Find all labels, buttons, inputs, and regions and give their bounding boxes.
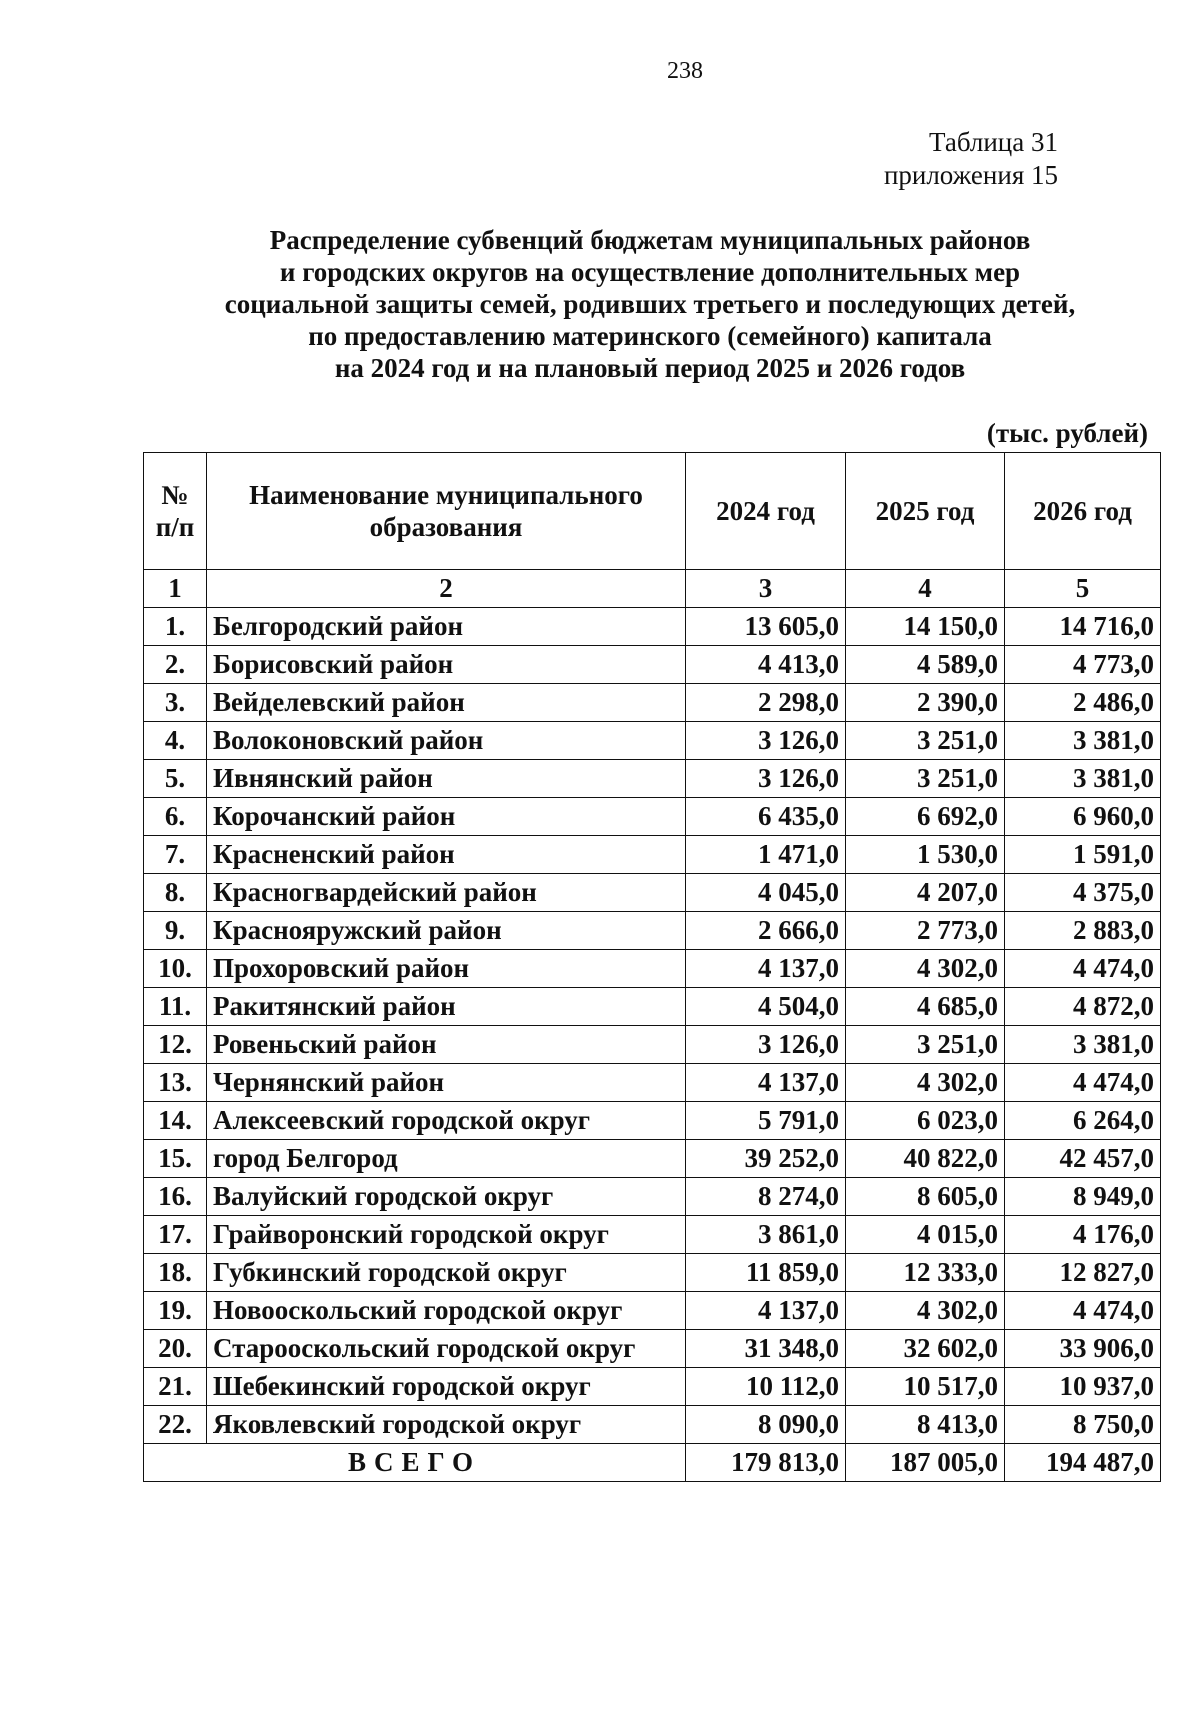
value-2024: 13 605,0 [686, 608, 846, 646]
value-2024: 39 252,0 [686, 1140, 846, 1178]
row-number: 22. [144, 1406, 207, 1444]
col-number: 4 [846, 570, 1005, 608]
value-2026: 4 872,0 [1005, 988, 1161, 1026]
value-2024: 4 137,0 [686, 1292, 846, 1330]
municipality-name: Ровеньский район [207, 1026, 686, 1064]
value-2026: 8 750,0 [1005, 1406, 1161, 1444]
table-row [144, 646, 1161, 684]
row-number: 1. [144, 608, 207, 646]
value-2024: 2 298,0 [686, 684, 846, 722]
total-row [144, 1444, 1161, 1482]
row-number: 15. [144, 1140, 207, 1178]
row-number: 11. [144, 988, 207, 1026]
value-2024: 1 471,0 [686, 836, 846, 874]
total-2026: 194 487,0 [1005, 1444, 1161, 1482]
value-2024: 4 504,0 [686, 988, 846, 1026]
value-2026: 4 474,0 [1005, 1064, 1161, 1102]
value-2024: 3 126,0 [686, 722, 846, 760]
value-2026: 42 457,0 [1005, 1140, 1161, 1178]
row-number: 6. [144, 798, 207, 836]
value-2025: 4 589,0 [846, 646, 1005, 684]
value-2024: 5 791,0 [686, 1102, 846, 1140]
value-2024: 10 112,0 [686, 1368, 846, 1406]
value-2025: 3 251,0 [846, 760, 1005, 798]
title-line3: социальной защиты семей, родивших третьего и последующих детей, [224, 289, 1076, 319]
value-2025: 8 605,0 [846, 1178, 1005, 1216]
table-row [144, 1368, 1161, 1406]
table-row [144, 1064, 1161, 1102]
value-2026: 1 591,0 [1005, 836, 1161, 874]
row-number: 10. [144, 950, 207, 988]
table-row [144, 950, 1161, 988]
table-row [144, 1178, 1161, 1216]
value-2024: 3 126,0 [686, 1026, 846, 1064]
value-2025: 4 302,0 [846, 950, 1005, 988]
value-2025: 2 390,0 [846, 684, 1005, 722]
row-number: 9. [144, 912, 207, 950]
title-line1: Распределение субвенций бюджетам муниципальных районов [269, 225, 1031, 255]
value-2026: 3 381,0 [1005, 1026, 1161, 1064]
title-line2: и городских округов на осуществление дополнительных мер [279, 257, 1021, 287]
row-number: 8. [144, 874, 207, 912]
value-2025: 3 251,0 [846, 722, 1005, 760]
municipality-name: Ракитянский район [207, 988, 686, 1026]
row-number: 13. [144, 1064, 207, 1102]
value-2026: 4 474,0 [1005, 1292, 1161, 1330]
row-number: 4. [144, 722, 207, 760]
value-2026: 4 375,0 [1005, 874, 1161, 912]
value-2025: 12 333,0 [846, 1254, 1005, 1292]
header-num: № п/п [144, 453, 207, 570]
table-row [144, 912, 1161, 950]
municipality-name: Краснояружский район [207, 912, 686, 950]
row-number: 3. [144, 684, 207, 722]
value-2026: 2 883,0 [1005, 912, 1161, 950]
total-label: ВСЕГО [144, 1444, 686, 1482]
municipality-name: Грайворонский городской округ [207, 1216, 686, 1254]
value-2025: 8 413,0 [846, 1406, 1005, 1444]
municipality-name: Валуйский городской округ [207, 1178, 686, 1216]
col-number: 1 [144, 570, 207, 608]
value-2024: 11 859,0 [686, 1254, 846, 1292]
table-row [144, 1254, 1161, 1292]
table-row [144, 1292, 1161, 1330]
row-number: 18. [144, 1254, 207, 1292]
value-2024: 4 413,0 [686, 646, 846, 684]
municipality-name: Шебекинский городской округ [207, 1368, 686, 1406]
municipality-name: Старооскольский городской округ [207, 1330, 686, 1368]
value-2024: 8 090,0 [686, 1406, 846, 1444]
value-2025: 4 207,0 [846, 874, 1005, 912]
value-2026: 6 960,0 [1005, 798, 1161, 836]
value-2025: 10 517,0 [846, 1368, 1005, 1406]
units-label: (тыс. рублей) [986, 418, 1148, 448]
table-row [144, 1026, 1161, 1064]
table-row [144, 988, 1161, 1026]
table-row [144, 760, 1161, 798]
value-2025: 1 530,0 [846, 836, 1005, 874]
value-2025: 40 822,0 [846, 1140, 1005, 1178]
table-row [144, 1140, 1161, 1178]
table-row [144, 1406, 1161, 1444]
table-row [144, 874, 1161, 912]
municipality-name: Волоконовский район [207, 722, 686, 760]
municipality-name: Алексеевский городской округ [207, 1102, 686, 1140]
value-2024: 4 137,0 [686, 950, 846, 988]
row-number: 19. [144, 1292, 207, 1330]
title-line5: на 2024 год и на плановый период 2025 и 2026 годов [334, 353, 966, 383]
value-2026: 12 827,0 [1005, 1254, 1161, 1292]
municipality-name: Белгородский район [207, 608, 686, 646]
header-2024: 2024 год [686, 453, 846, 570]
municipality-name: Красненский район [207, 836, 686, 874]
column-numbers-row [144, 570, 1161, 608]
value-2026: 10 937,0 [1005, 1368, 1161, 1406]
value-2026: 33 906,0 [1005, 1330, 1161, 1368]
table-row [144, 798, 1161, 836]
table-header-row [144, 453, 1161, 570]
title-line4: по предоставлению материнского (семейного) капитала [308, 321, 992, 351]
municipality-name: Прохоровский район [207, 950, 686, 988]
value-2025: 32 602,0 [846, 1330, 1005, 1368]
row-number: 5. [144, 760, 207, 798]
municipality-name: Красногвардейский район [207, 874, 686, 912]
value-2024: 3 861,0 [686, 1216, 846, 1254]
value-2025: 4 302,0 [846, 1292, 1005, 1330]
row-number: 14. [144, 1102, 207, 1140]
table-row [144, 722, 1161, 760]
municipality-name: Чернянский район [207, 1064, 686, 1102]
header-2026: 2026 год [1005, 453, 1161, 570]
table-ref-line2: приложения 15 [883, 160, 1058, 190]
table-row [144, 684, 1161, 722]
document-title [150, 224, 1150, 384]
row-number: 20. [144, 1330, 207, 1368]
municipality-name: город Белгород [207, 1140, 686, 1178]
municipality-name: Яковлевский городской округ [207, 1406, 686, 1444]
value-2024: 4 045,0 [686, 874, 846, 912]
col-number: 2 [207, 570, 686, 608]
value-2025: 14 150,0 [846, 608, 1005, 646]
value-2025: 4 685,0 [846, 988, 1005, 1026]
total-2024: 179 813,0 [686, 1444, 846, 1482]
value-2026: 4 773,0 [1005, 646, 1161, 684]
value-2026: 4 474,0 [1005, 950, 1161, 988]
col-number: 5 [1005, 570, 1161, 608]
value-2025: 4 302,0 [846, 1064, 1005, 1102]
value-2024: 4 137,0 [686, 1064, 846, 1102]
municipality-name: Корочанский район [207, 798, 686, 836]
table-reference [884, 126, 1058, 192]
row-number: 7. [144, 836, 207, 874]
value-2024: 3 126,0 [686, 760, 846, 798]
municipality-name: Вейделевский район [207, 684, 686, 722]
table-row [144, 1216, 1161, 1254]
value-2026: 2 486,0 [1005, 684, 1161, 722]
page-number: 238 [667, 58, 703, 84]
value-2024: 2 666,0 [686, 912, 846, 950]
value-2024: 31 348,0 [686, 1330, 846, 1368]
row-number: 16. [144, 1178, 207, 1216]
value-2026: 3 381,0 [1005, 722, 1161, 760]
table-row [144, 1102, 1161, 1140]
total-2025: 187 005,0 [846, 1444, 1005, 1482]
value-2025: 2 773,0 [846, 912, 1005, 950]
municipality-name: Ивнянский район [207, 760, 686, 798]
value-2026: 4 176,0 [1005, 1216, 1161, 1254]
value-2026: 6 264,0 [1005, 1102, 1161, 1140]
row-number: 12. [144, 1026, 207, 1064]
value-2025: 3 251,0 [846, 1026, 1005, 1064]
value-2025: 6 692,0 [846, 798, 1005, 836]
value-2024: 6 435,0 [686, 798, 846, 836]
value-2026: 14 716,0 [1005, 608, 1161, 646]
subvention-table [143, 452, 1161, 1482]
table-row [144, 608, 1161, 646]
col-number: 3 [686, 570, 846, 608]
row-number: 2. [144, 646, 207, 684]
header-name: Наименование муниципального образования [207, 453, 686, 570]
value-2024: 8 274,0 [686, 1178, 846, 1216]
municipality-name: Новооскольский городской округ [207, 1292, 686, 1330]
row-number: 17. [144, 1216, 207, 1254]
table-ref-line1: Таблица 31 [929, 127, 1058, 157]
row-number: 21. [144, 1368, 207, 1406]
table-row [144, 836, 1161, 874]
value-2025: 6 023,0 [846, 1102, 1005, 1140]
value-2026: 3 381,0 [1005, 760, 1161, 798]
value-2026: 8 949,0 [1005, 1178, 1161, 1216]
header-2025: 2025 год [846, 453, 1005, 570]
municipality-name: Борисовский район [207, 646, 686, 684]
municipality-name: Губкинский городской округ [207, 1254, 686, 1292]
value-2025: 4 015,0 [846, 1216, 1005, 1254]
table-row [144, 1330, 1161, 1368]
